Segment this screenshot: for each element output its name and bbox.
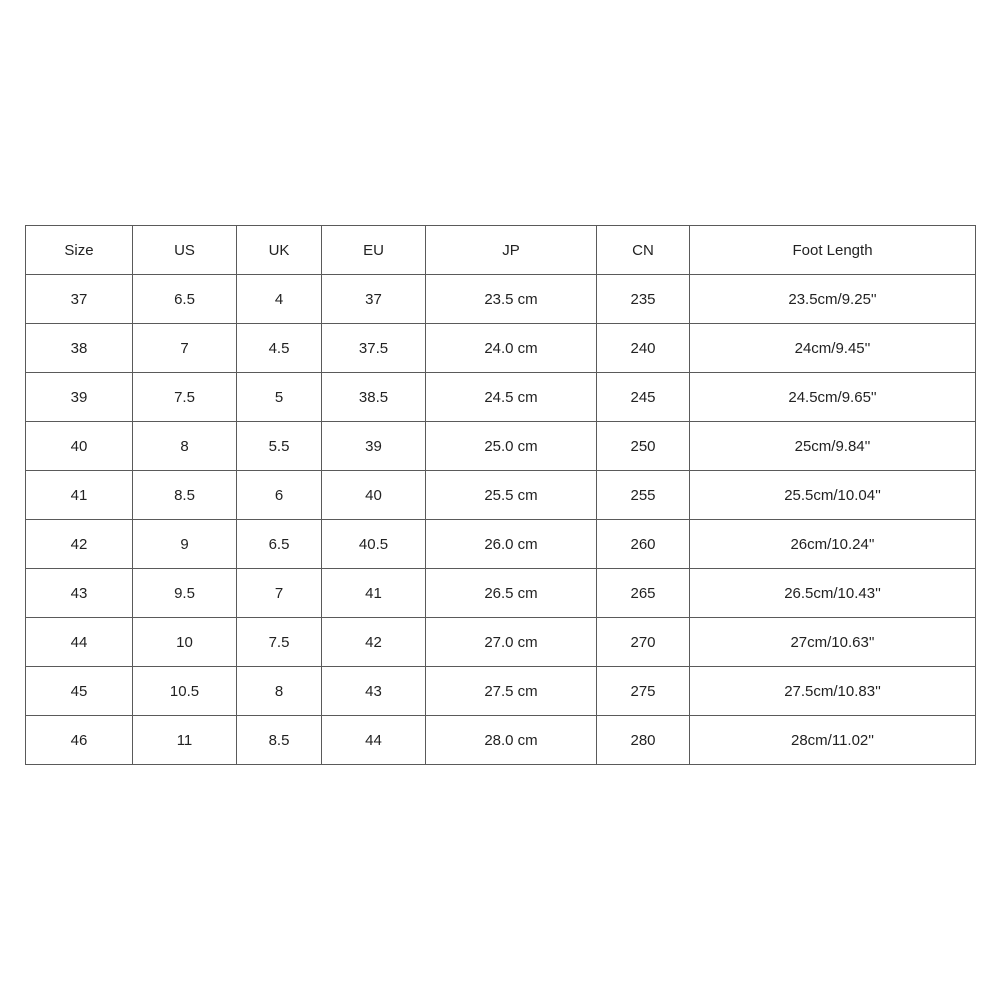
cell-jp: 25.5 cm	[426, 471, 597, 520]
cell-jp: 27.0 cm	[426, 618, 597, 667]
cell-jp: 26.5 cm	[426, 569, 597, 618]
cell-us: 7.5	[133, 373, 237, 422]
cell-size: 46	[26, 716, 133, 765]
cell-foot-length: 25cm/9.84''	[690, 422, 976, 471]
cell-foot-length: 24.5cm/9.65''	[690, 373, 976, 422]
column-header-jp: JP	[426, 226, 597, 275]
cell-eu: 39	[322, 422, 426, 471]
cell-eu: 44	[322, 716, 426, 765]
cell-eu: 40	[322, 471, 426, 520]
cell-jp: 28.0 cm	[426, 716, 597, 765]
table-row	[26, 520, 976, 569]
cell-size: 37	[26, 275, 133, 324]
cell-uk: 7	[237, 569, 322, 618]
table-row	[26, 716, 976, 765]
cell-uk: 6	[237, 471, 322, 520]
cell-jp: 24.0 cm	[426, 324, 597, 373]
table-header	[26, 226, 976, 275]
cell-cn: 240	[597, 324, 690, 373]
cell-eu: 40.5	[322, 520, 426, 569]
cell-size: 41	[26, 471, 133, 520]
cell-uk: 4.5	[237, 324, 322, 373]
table-row	[26, 422, 976, 471]
cell-size: 39	[26, 373, 133, 422]
size-chart-table	[25, 225, 976, 765]
table-row	[26, 667, 976, 716]
cell-us: 8	[133, 422, 237, 471]
cell-uk: 5	[237, 373, 322, 422]
cell-uk: 8	[237, 667, 322, 716]
cell-eu: 38.5	[322, 373, 426, 422]
cell-cn: 275	[597, 667, 690, 716]
table-row	[26, 373, 976, 422]
table-row	[26, 471, 976, 520]
cell-uk: 7.5	[237, 618, 322, 667]
cell-cn: 235	[597, 275, 690, 324]
cell-jp: 23.5 cm	[426, 275, 597, 324]
cell-foot-length: 23.5cm/9.25''	[690, 275, 976, 324]
cell-uk: 4	[237, 275, 322, 324]
cell-size: 42	[26, 520, 133, 569]
cell-us: 6.5	[133, 275, 237, 324]
table-body	[26, 275, 976, 765]
table-row	[26, 275, 976, 324]
cell-jp: 24.5 cm	[426, 373, 597, 422]
cell-uk: 5.5	[237, 422, 322, 471]
cell-foot-length: 24cm/9.45''	[690, 324, 976, 373]
cell-us: 10.5	[133, 667, 237, 716]
column-header-eu: EU	[322, 226, 426, 275]
cell-us: 8.5	[133, 471, 237, 520]
cell-eu: 41	[322, 569, 426, 618]
cell-foot-length: 27cm/10.63''	[690, 618, 976, 667]
header-row	[26, 226, 976, 275]
cell-cn: 245	[597, 373, 690, 422]
table-row	[26, 569, 976, 618]
column-header-foot-length: Foot Length	[690, 226, 976, 275]
cell-cn: 255	[597, 471, 690, 520]
table-row	[26, 618, 976, 667]
cell-jp: 27.5 cm	[426, 667, 597, 716]
cell-foot-length: 26cm/10.24''	[690, 520, 976, 569]
cell-us: 9.5	[133, 569, 237, 618]
cell-foot-length: 27.5cm/10.83''	[690, 667, 976, 716]
cell-size: 43	[26, 569, 133, 618]
cell-us: 9	[133, 520, 237, 569]
cell-foot-length: 25.5cm/10.04''	[690, 471, 976, 520]
cell-foot-length: 26.5cm/10.43''	[690, 569, 976, 618]
cell-cn: 250	[597, 422, 690, 471]
cell-size: 45	[26, 667, 133, 716]
cell-us: 11	[133, 716, 237, 765]
cell-us: 10	[133, 618, 237, 667]
cell-size: 38	[26, 324, 133, 373]
cell-foot-length: 28cm/11.02''	[690, 716, 976, 765]
cell-eu: 37	[322, 275, 426, 324]
column-header-uk: UK	[237, 226, 322, 275]
cell-jp: 25.0 cm	[426, 422, 597, 471]
cell-size: 40	[26, 422, 133, 471]
cell-cn: 280	[597, 716, 690, 765]
column-header-cn: CN	[597, 226, 690, 275]
column-header-size: Size	[26, 226, 133, 275]
cell-cn: 260	[597, 520, 690, 569]
table-row	[26, 324, 976, 373]
cell-cn: 270	[597, 618, 690, 667]
cell-eu: 37.5	[322, 324, 426, 373]
cell-uk: 6.5	[237, 520, 322, 569]
cell-uk: 8.5	[237, 716, 322, 765]
cell-jp: 26.0 cm	[426, 520, 597, 569]
column-header-us: US	[133, 226, 237, 275]
cell-eu: 43	[322, 667, 426, 716]
cell-eu: 42	[322, 618, 426, 667]
cell-cn: 265	[597, 569, 690, 618]
cell-size: 44	[26, 618, 133, 667]
cell-us: 7	[133, 324, 237, 373]
